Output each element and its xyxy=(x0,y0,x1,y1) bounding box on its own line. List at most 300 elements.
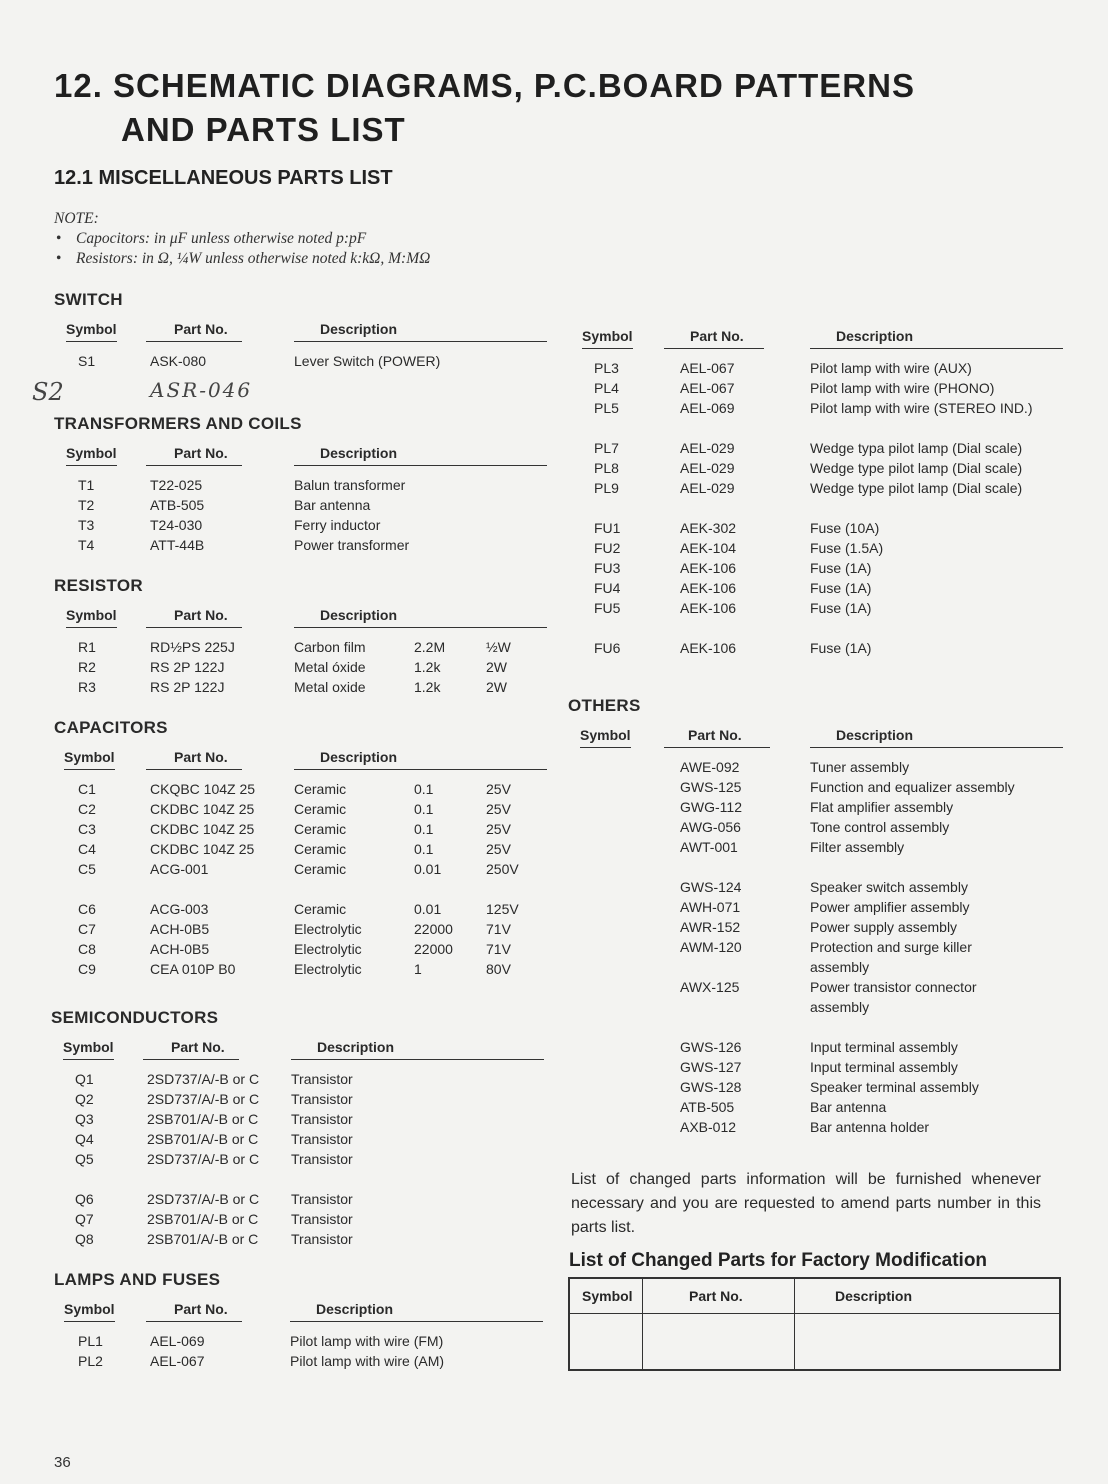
symbol-cell: PL5 xyxy=(594,400,619,416)
value-cell: 0.01 xyxy=(414,901,442,917)
table-row xyxy=(568,1059,1070,1079)
part-number-cell: 2SD737/A/-B or C xyxy=(147,1071,260,1087)
part-number-cell: ATB-505 xyxy=(150,497,205,513)
table-row xyxy=(568,999,1070,1019)
symbol-cell: Q6 xyxy=(75,1191,94,1207)
changed-parts-body xyxy=(570,1314,1059,1370)
description-cell: Bar antenna xyxy=(294,497,371,513)
changed-parts-table xyxy=(568,1277,1061,1371)
section-resistor xyxy=(54,576,548,699)
description-cell: Pilot lamp with wire (FM) xyxy=(290,1333,444,1349)
description-cell: Speaker terminal assembly xyxy=(810,1079,979,1095)
table-row xyxy=(568,839,1070,859)
description-cell: assembly xyxy=(810,959,870,975)
description-cell: Flat amplifier assembly xyxy=(810,799,954,815)
note-label: NOTE: xyxy=(54,210,99,227)
symbol-cell: T3 xyxy=(78,517,95,533)
symbol-cell: FU2 xyxy=(594,540,621,556)
table-row xyxy=(54,941,548,961)
section-title-semiconductors: SEMICONDUCTORS xyxy=(51,1008,219,1027)
table-spacer-row xyxy=(54,466,564,477)
part-number-cell: AXB-012 xyxy=(680,1119,737,1135)
table-row xyxy=(568,799,1070,819)
changed-cell-part xyxy=(643,1314,795,1370)
table-row xyxy=(570,520,1080,540)
header-part: Part No. xyxy=(664,328,764,349)
table-row xyxy=(51,1111,561,1131)
description-cell: Ceramic xyxy=(294,841,347,857)
part-number-cell: 2SB701/A/-B or C xyxy=(147,1211,259,1227)
table-row xyxy=(570,600,1080,620)
symbol-cell xyxy=(568,819,664,839)
symbol-cell: R2 xyxy=(78,659,96,675)
parts-table-resistor xyxy=(54,604,548,699)
description-cell: Fuse (10A) xyxy=(810,520,880,536)
table-row xyxy=(51,1131,561,1151)
part-number-cell: AEK-106 xyxy=(680,600,737,616)
symbol-cell: C8 xyxy=(78,941,96,957)
table-row xyxy=(570,640,1080,660)
changed-cell-description xyxy=(795,1314,1059,1370)
note-list xyxy=(54,229,430,269)
changed-header-description: Description xyxy=(835,1288,913,1304)
header-symbol: Symbol xyxy=(64,749,115,770)
header-part: Part No. xyxy=(664,727,770,748)
table-row xyxy=(568,779,1070,799)
rating-cell: ½W xyxy=(486,639,511,655)
part-number-cell: AWM-120 xyxy=(680,939,742,955)
header-description: Description xyxy=(810,727,1063,748)
part-number-cell: GWS-127 xyxy=(680,1059,742,1075)
table-row xyxy=(54,659,548,679)
table-gap-row xyxy=(570,620,1080,640)
rating-cell: 71V xyxy=(486,921,511,937)
table-spacer-row xyxy=(54,628,548,639)
changed-parts-header xyxy=(570,1279,1059,1314)
part-number-cell: GWS-124 xyxy=(680,879,742,895)
parts-table-switch xyxy=(54,318,564,373)
header-part: Part No. xyxy=(143,1039,239,1060)
description-cell: Fuse (1A) xyxy=(810,600,872,616)
part-number-cell: AWE-092 xyxy=(680,759,740,775)
table-gap-row xyxy=(570,500,1080,520)
rating-cell: 71V xyxy=(486,941,511,957)
description-cell: Fuse (1A) xyxy=(810,580,872,596)
value-cell: 22000 xyxy=(414,921,453,937)
part-number-cell: CKDBC 104Z 25 xyxy=(150,801,255,817)
table-row xyxy=(568,1119,1070,1139)
rating-cell: 25V xyxy=(486,781,511,797)
table-spacer-cell xyxy=(568,748,1070,759)
part-number-cell: GWG-112 xyxy=(680,799,742,815)
description-cell: Tuner assembly xyxy=(810,759,910,775)
symbol-cell: Q1 xyxy=(75,1071,94,1087)
table-row xyxy=(568,879,1070,899)
part-number-cell: ACH-0B5 xyxy=(150,921,210,937)
table-row xyxy=(568,1079,1070,1099)
part-number-cell: AEK-104 xyxy=(680,540,737,556)
part-number-cell: AEL-029 xyxy=(680,460,735,476)
handwritten-symbol: S2 xyxy=(32,378,64,406)
description-cell: Transistor xyxy=(291,1231,353,1247)
description-cell: Wedge type pilot lamp (Dial scale) xyxy=(810,460,1023,476)
description-cell: Transistor xyxy=(291,1131,353,1147)
table-spacer-cell xyxy=(54,342,564,353)
table-row xyxy=(54,497,564,517)
description-cell: Electrolytic xyxy=(294,941,362,957)
table-row xyxy=(54,517,564,537)
table-row xyxy=(568,899,1070,919)
description-cell: Electrolytic xyxy=(294,921,362,937)
part-number-cell: AEL-029 xyxy=(680,440,735,456)
description-cell: Ceramic xyxy=(294,781,347,797)
symbol-cell xyxy=(568,839,664,859)
description-cell: Ferry inductor xyxy=(294,517,381,533)
table-row xyxy=(570,480,1080,500)
part-number-cell: AWR-152 xyxy=(680,919,741,935)
value-cell: 1 xyxy=(414,961,422,977)
part-number-cell: AEK-106 xyxy=(680,580,737,596)
table-row xyxy=(54,639,548,659)
table-row xyxy=(568,979,1070,999)
header-description: Description xyxy=(291,1039,544,1060)
symbol-cell xyxy=(568,1059,664,1079)
section-semiconductors xyxy=(51,1008,561,1251)
value-cell: 22000 xyxy=(414,941,453,957)
header-symbol: Symbol xyxy=(66,321,117,342)
header-symbol: Symbol xyxy=(66,607,117,628)
symbol-cell: T1 xyxy=(78,477,95,493)
description-cell: Metal oxide xyxy=(294,679,366,695)
description-cell: Transistor xyxy=(291,1151,353,1167)
table-spacer-row xyxy=(570,349,1080,360)
description-cell: Pilot lamp with wire (AM) xyxy=(290,1353,445,1369)
part-number-cell: AEL-029 xyxy=(680,480,735,496)
symbol-cell xyxy=(568,999,664,1019)
description-cell: Wedge typa pilot lamp (Dial scale) xyxy=(810,440,1023,456)
table-row xyxy=(568,1099,1070,1119)
table-row xyxy=(54,679,548,699)
description-cell: Metal óxide xyxy=(294,659,366,675)
header-symbol: Symbol xyxy=(63,1039,114,1060)
symbol-cell: R3 xyxy=(78,679,96,695)
description-cell: Input terminal assembly xyxy=(810,1039,958,1055)
symbol-cell: C3 xyxy=(78,821,96,837)
description-cell: Bar antenna holder xyxy=(810,1119,930,1135)
part-number-cell: T22-025 xyxy=(150,477,203,493)
part-number-cell: GWS-126 xyxy=(680,1039,742,1055)
symbol-cell xyxy=(568,1079,664,1099)
part-number-cell: ACG-001 xyxy=(150,861,209,877)
rating-cell: 80V xyxy=(486,961,511,977)
description-cell: Input terminal assembly xyxy=(810,1059,958,1075)
header-description: Description xyxy=(294,749,547,770)
description-cell: Transistor xyxy=(291,1191,353,1207)
symbol-cell: Q7 xyxy=(75,1211,94,1227)
changed-cell-symbol xyxy=(570,1314,643,1370)
description-cell: Filter assembly xyxy=(810,839,905,855)
table-spacer-row xyxy=(54,770,548,781)
part-number-cell: ACG-003 xyxy=(150,901,209,917)
symbol-cell: R1 xyxy=(78,639,96,655)
description-cell: Function and equalizer assembly xyxy=(810,779,1015,795)
rating-cell: 25V xyxy=(486,841,511,857)
table-gap-cell xyxy=(570,420,1080,440)
table-row xyxy=(54,537,564,557)
table-spacer-cell xyxy=(51,1060,561,1071)
table-gap-cell xyxy=(568,1019,1070,1039)
value-cell: 0.01 xyxy=(414,861,442,877)
table-spacer-cell xyxy=(54,770,548,781)
symbol-cell: C1 xyxy=(78,781,96,797)
description-cell: Power amplifier assembly xyxy=(810,899,970,915)
part-number-cell: ATB-505 xyxy=(680,1099,735,1115)
table-spacer-cell xyxy=(54,628,548,639)
part-number-cell: AEL-069 xyxy=(150,1333,205,1349)
table-row xyxy=(51,1191,561,1211)
table-row xyxy=(51,1091,561,1111)
value-cell: 0.1 xyxy=(414,801,434,817)
table-spacer-row xyxy=(54,1322,564,1333)
header-description: Description xyxy=(294,321,547,342)
description-cell: Tone control assembly xyxy=(810,819,950,835)
part-number-cell: 2SB701/A/-B or C xyxy=(147,1111,259,1127)
description-cell: Pilot lamp with wire (PHONO) xyxy=(810,380,995,396)
rating-cell: 250V xyxy=(486,861,519,877)
symbol-cell: C2 xyxy=(78,801,96,817)
table-row xyxy=(54,901,548,921)
table-row xyxy=(51,1211,561,1231)
part-number-cell: 2SB701/A/-B or C xyxy=(147,1231,259,1247)
table-spacer-cell xyxy=(54,466,564,477)
symbol-cell: PL9 xyxy=(594,480,619,496)
symbol-cell xyxy=(568,959,664,979)
part-number-cell: AEL-067 xyxy=(150,1353,205,1369)
symbol-cell xyxy=(568,759,664,779)
description-cell: Power transformer xyxy=(294,537,410,553)
table-row xyxy=(51,1151,561,1171)
symbol-cell: C7 xyxy=(78,921,96,937)
table-gap-cell xyxy=(570,620,1080,640)
description-cell: Pilot lamp with wire (AUX) xyxy=(810,360,972,376)
symbol-cell xyxy=(568,1119,664,1139)
parts-table-capacitors xyxy=(54,746,548,981)
symbol-cell xyxy=(568,799,664,819)
symbol-cell xyxy=(568,919,664,939)
parts-table-semiconductors xyxy=(51,1036,561,1251)
header-symbol: Symbol xyxy=(64,1301,115,1322)
table-row xyxy=(54,841,548,861)
table-row xyxy=(54,477,564,497)
table-gap-row xyxy=(568,859,1070,879)
parts-table-lamps xyxy=(54,1298,564,1373)
description-cell: Ceramic xyxy=(294,861,347,877)
value-cell: 0.1 xyxy=(414,781,434,797)
part-number-cell: 2SB701/A/-B or C xyxy=(147,1131,259,1147)
note-item-capacitors: • Capocitors: in μF unless otherwise noted p:pF xyxy=(54,229,430,249)
rating-cell: 2W xyxy=(486,659,507,675)
description-cell: Speaker switch assembly xyxy=(810,879,968,895)
table-gap-row xyxy=(568,1019,1070,1039)
table-gap-row xyxy=(570,420,1080,440)
part-number-cell: ACH-0B5 xyxy=(150,941,210,957)
table-row xyxy=(568,759,1070,779)
table-row xyxy=(54,1333,564,1353)
value-cell: 1.2k xyxy=(414,679,441,695)
page-title-line2: AND PARTS LIST xyxy=(121,111,406,148)
parts-table-others xyxy=(568,724,1070,1139)
symbol-cell: PL2 xyxy=(78,1353,103,1369)
symbol-cell xyxy=(568,899,664,919)
table-row xyxy=(570,360,1080,380)
table-row xyxy=(570,580,1080,600)
header-symbol: Symbol xyxy=(580,727,631,748)
table-row xyxy=(570,560,1080,580)
part-number-cell: RD½PS 225J xyxy=(150,639,235,655)
changed-parts-paragraph: List of changed parts information will be furnished whenever necessary and you are requested to amend parts number in this parts list. xyxy=(571,1171,1041,1236)
table-row xyxy=(570,460,1080,480)
description-cell: Transistor xyxy=(291,1111,353,1127)
symbol-cell: Q4 xyxy=(75,1131,94,1147)
symbol-cell: C5 xyxy=(78,861,96,877)
symbol-cell: C6 xyxy=(78,901,96,917)
changed-parts-title: List of Changed Parts for Factory Modification xyxy=(569,1250,988,1271)
part-number-cell: AEK-106 xyxy=(680,640,737,656)
part-number-cell: AEK-302 xyxy=(680,520,737,536)
description-cell: Electrolytic xyxy=(294,961,362,977)
symbol-cell: PL4 xyxy=(594,380,619,396)
part-number-cell: CKQBC 104Z 25 xyxy=(150,781,256,797)
description-cell: Fuse (1.5A) xyxy=(810,540,884,556)
part-number-cell: 2SD737/A/-B or C xyxy=(147,1151,260,1167)
part-number-cell: AEL-069 xyxy=(680,400,735,416)
part-number-cell: AWT-001 xyxy=(680,839,738,855)
section-title-lamps: LAMPS AND FUSES xyxy=(54,1270,221,1289)
rating-cell: 25V xyxy=(486,801,511,817)
header-part: Part No. xyxy=(146,1301,242,1322)
part-number-cell: 2SD737/A/-B or C xyxy=(147,1091,260,1107)
header-symbol: Symbol xyxy=(66,445,117,466)
description-cell: Ceramic xyxy=(294,801,347,817)
note-block xyxy=(54,209,430,269)
symbol-cell xyxy=(568,979,664,999)
section-switch xyxy=(54,290,564,373)
symbol-cell xyxy=(568,1039,664,1059)
part-number-cell: CEA 010P B0 xyxy=(150,961,236,977)
part-number-cell: CKDBC 104Z 25 xyxy=(150,841,255,857)
table-row xyxy=(568,919,1070,939)
symbol-cell: FU4 xyxy=(594,580,621,596)
table-row xyxy=(568,819,1070,839)
header-description: Description xyxy=(294,445,547,466)
rating-cell: 25V xyxy=(486,821,511,837)
header-description: Description xyxy=(290,1301,543,1322)
symbol-cell: PL8 xyxy=(594,460,619,476)
description-cell: Transistor xyxy=(291,1211,353,1227)
symbol-cell: Q8 xyxy=(75,1231,94,1247)
part-number-cell: AWG-056 xyxy=(680,819,741,835)
description-cell: Transistor xyxy=(291,1091,353,1107)
changed-header-part: Part No. xyxy=(643,1279,795,1313)
table-row xyxy=(51,1071,561,1091)
section-lamps-continued xyxy=(570,325,1080,660)
description-cell: Fuse (1A) xyxy=(810,640,872,656)
table-row xyxy=(51,1231,561,1251)
part-number-cell: GWS-128 xyxy=(680,1079,742,1095)
part-number-cell: RS 2P 122J xyxy=(150,679,225,695)
symbol-cell: PL7 xyxy=(594,440,619,456)
table-row xyxy=(570,400,1080,420)
section-capacitors xyxy=(54,718,548,981)
symbol-cell: Q2 xyxy=(75,1091,94,1107)
table-gap-cell xyxy=(570,500,1080,520)
section-title-transformers: TRANSFORMERS AND COILS xyxy=(54,414,302,433)
table-row xyxy=(568,959,1070,979)
table-row xyxy=(54,961,548,981)
symbol-cell: Q5 xyxy=(75,1151,94,1167)
section-title-resistor: RESISTOR xyxy=(54,576,143,595)
header-symbol: Symbol xyxy=(582,328,633,349)
header-part: Part No. xyxy=(146,607,242,628)
symbol-cell xyxy=(568,879,664,899)
section-transformers xyxy=(54,414,564,557)
symbol-cell xyxy=(568,779,664,799)
table-row xyxy=(54,781,548,801)
page-number: 36 xyxy=(54,1454,71,1471)
parts-table-lamps-continued xyxy=(570,325,1080,660)
symbol-cell: PL1 xyxy=(78,1333,103,1349)
description-cell: Pilot lamp with wire (STEREO IND.) xyxy=(810,400,1033,416)
section-others xyxy=(568,696,1070,1139)
note-item-resistors: • Resistors: in Ω, ¼W unless otherwise noted k:kΩ, M:MΩ xyxy=(54,249,430,269)
table-spacer-cell xyxy=(570,349,1080,360)
handwritten-part: ASR-046 xyxy=(150,378,253,402)
table-row xyxy=(54,801,548,821)
header-description: Description xyxy=(294,607,547,628)
section-title-others: OTHERS xyxy=(568,696,641,715)
header-part: Part No. xyxy=(146,445,242,466)
table-row xyxy=(54,1353,564,1373)
description-cell: assembly xyxy=(810,999,870,1015)
description-cell: Power transistor connector xyxy=(810,979,977,995)
table-spacer-row xyxy=(54,342,564,353)
description-cell: Balun transformer xyxy=(294,477,406,493)
table-spacer-cell xyxy=(54,1322,564,1333)
symbol-cell: C4 xyxy=(78,841,96,857)
description-cell: Ceramic xyxy=(294,901,347,917)
table-spacer-row xyxy=(51,1060,561,1071)
table-gap-cell xyxy=(54,881,548,901)
symbol-cell: FU5 xyxy=(594,600,621,616)
part-number-cell: GWS-125 xyxy=(680,779,742,795)
symbol-cell: T4 xyxy=(78,537,95,553)
changed-header-symbol: Symbol xyxy=(570,1279,643,1313)
part-number-cell: ATT-44B xyxy=(150,537,205,553)
description-cell: Power supply assembly xyxy=(810,919,958,935)
table-gap-row xyxy=(51,1171,561,1191)
part-number-cell: AEL-067 xyxy=(680,360,735,376)
table-gap-cell xyxy=(51,1171,561,1191)
description-cell: Transistor xyxy=(291,1071,353,1087)
section-subtitle: 12.1 MISCELLANEOUS PARTS LIST xyxy=(54,167,393,189)
header-part: Part No. xyxy=(146,749,242,770)
part-number-cell: CKDBC 104Z 25 xyxy=(150,821,255,837)
table-row xyxy=(568,1039,1070,1059)
section-title-switch: SWITCH xyxy=(54,290,123,309)
symbol-cell: T2 xyxy=(78,497,95,513)
table-row xyxy=(54,861,548,881)
table-row xyxy=(54,821,548,841)
